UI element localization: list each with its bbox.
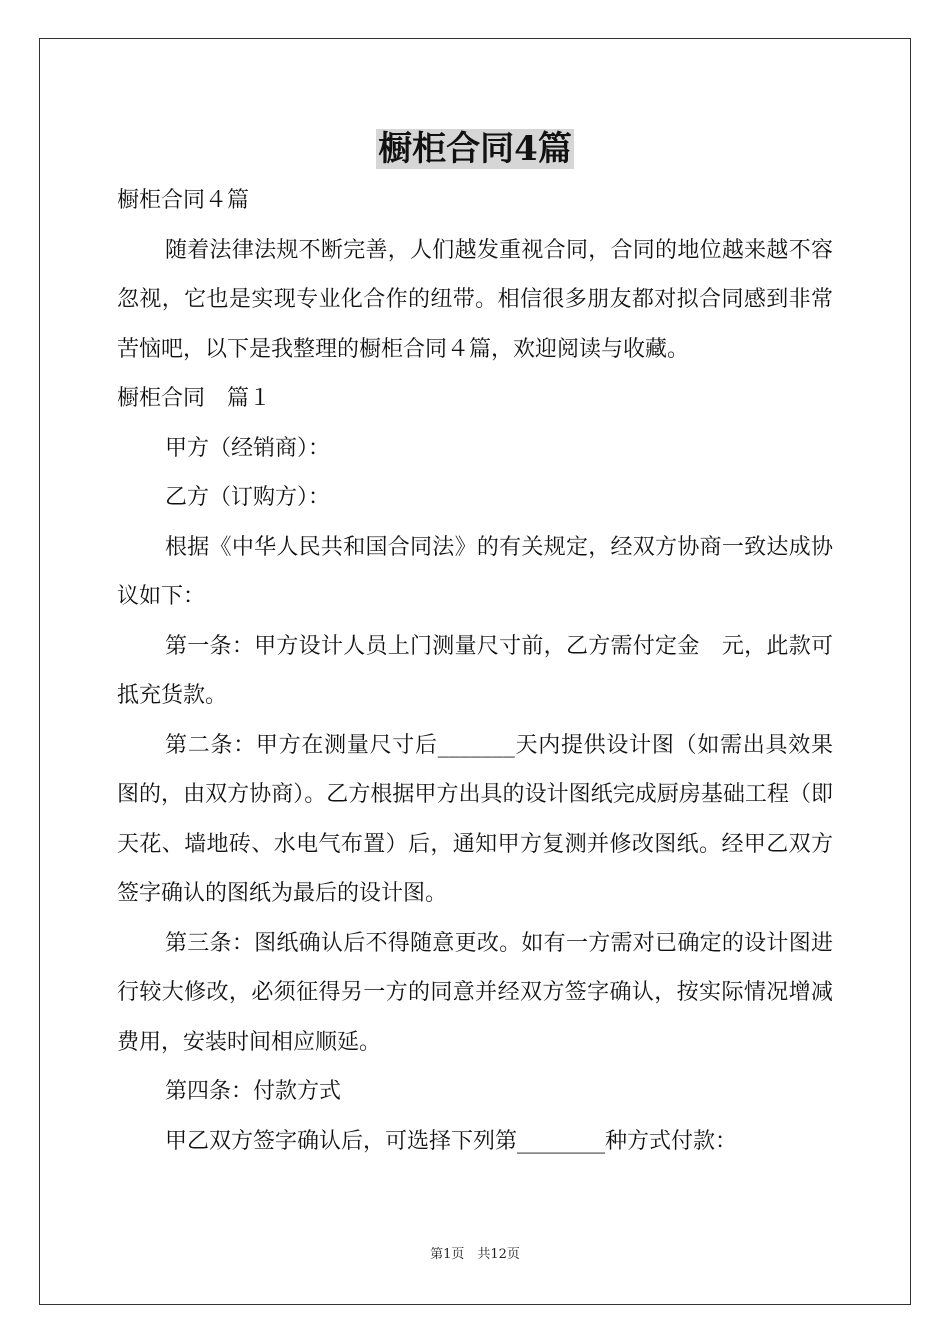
page-number-footer: 第1页 共12页 [430, 1247, 520, 1262]
article-4-heading: 第四条：付款方式 [165, 1079, 342, 1104]
party-a-line: 甲方（经销商）： [165, 435, 331, 461]
document-body [117, 176, 833, 1166]
title-highlight: 橱柜合同4篇 [378, 129, 572, 169]
document-subtitle: 橱柜合同４篇 [117, 188, 250, 213]
document-title [0, 126, 950, 172]
intro-paragraph: 随着法律法规不断完善，人们越发重视合同，合同的地位越来越不容忽视，它也是实现专业化合作的纽带。相信很多朋友都对拟合同感到非常苦恼吧，以下是我整理的橱柜合同４篇，欢迎阅读与收藏。 [117, 237, 833, 362]
party-b-line: 乙方（订购方）： [165, 485, 331, 510]
article-3-paragraph: 第三条：图纸确认后不得随意更改。如有一方需对已确定的设计图进行较大修改，必须征得另一方的同意并经双方签字确认，按实际情况增减费用，安装时间相应顺延。 [117, 930, 833, 1055]
section-heading: 橱柜合同 篇１ [117, 386, 272, 411]
payment-method-paragraph: 甲乙双方签字确认后，可选择下列第________种方式付款： [165, 1128, 738, 1154]
preamble-paragraph: 根据《中华人民共和国合同法》的有关规定，经双方协商一致达成协议如下： [117, 534, 833, 609]
article-2-paragraph: 第二条：甲方在测量尺寸后_______天内提供设计图（如需出具效果图的，由双方协商）。乙方根据甲方出具的设计图纸完成厨房基础工程（即天花、墙地砖、水电气布置）后，通知甲方复测并修改图纸。经甲乙双方签字确认的图纸为最后的设计图。 [117, 732, 833, 906]
article-1-paragraph: 第一条：甲方设计人员上门测量尺寸前，乙方需付定金 元，此款可抵充货款。 [117, 633, 833, 708]
